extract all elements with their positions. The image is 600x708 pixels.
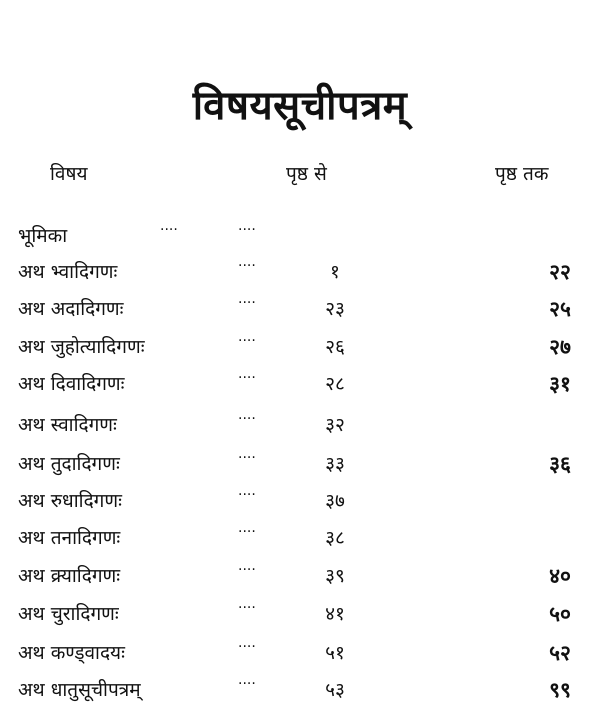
table-row [0, 366, 600, 400]
row-page-from: ३२ [325, 414, 345, 436]
row-leader-dots: .... [238, 635, 256, 651]
row-subject: अथ दिवादिगणः [18, 373, 125, 395]
row-leader-dots: .... [160, 218, 178, 234]
row-leader-dots: .... [238, 520, 256, 536]
row-leader-dots: .... [238, 558, 256, 574]
row-leader-dots: .... [238, 672, 256, 688]
row-page-to: ५२ [549, 641, 571, 665]
table-row [0, 291, 600, 325]
row-leader-dots: .... [238, 329, 256, 345]
header-page-to: पृष्ठ तक [495, 163, 549, 185]
row-page-from: २८ [325, 373, 345, 395]
row-subject: अथ क्र्यादिगणः [18, 565, 121, 587]
header-subject: विषय [50, 163, 88, 185]
row-leader-dots: .... [238, 218, 256, 234]
row-subject: अथ तुदादिगणः [18, 453, 120, 475]
row-page-from: २६ [325, 336, 345, 358]
table-row [0, 254, 600, 288]
row-page-to: २२ [549, 260, 571, 284]
row-page-from: ५३ [325, 679, 345, 701]
table-row [0, 218, 600, 252]
row-leader-dots: .... [238, 254, 256, 270]
row-page-from: ४१ [325, 603, 345, 625]
row-page-from: ५१ [325, 642, 345, 664]
row-subject: अथ कण्ड्वादयः [18, 642, 125, 664]
table-row [0, 520, 600, 554]
row-subject: अथ स्वादिगणः [18, 414, 117, 436]
row-page-to: ३६ [549, 452, 571, 476]
row-subject: अथ चुरादिगणः [18, 603, 119, 625]
row-leader-dots: .... [238, 446, 256, 462]
row-leader-dots: .... [238, 483, 256, 499]
row-page-from: ३८ [325, 527, 345, 549]
row-page-from: ३३ [325, 453, 345, 475]
table-row [0, 672, 600, 706]
row-leader-dots: .... [238, 407, 256, 423]
row-page-to: ४० [549, 564, 571, 588]
row-subject: अथ अदादिगणः [18, 298, 124, 320]
row-page-to: ३१ [549, 372, 571, 396]
row-subject: अथ रुधादिगणः [18, 490, 122, 512]
row-subject: अथ तनादिगणः [18, 527, 121, 549]
row-subject: अथ धातुसूचीपत्रम् [18, 679, 141, 701]
row-page-from: ३७ [325, 490, 345, 512]
table-row [0, 407, 600, 441]
row-page-to: २५ [549, 297, 571, 321]
page-title: विषयसूचीपत्रम् [192, 83, 408, 129]
row-page-to: ५० [549, 602, 571, 626]
header-page-from: पृष्ठ से [286, 163, 327, 185]
row-leader-dots: .... [238, 596, 256, 612]
table-row [0, 635, 600, 669]
row-page-from: २३ [325, 298, 345, 320]
table-row [0, 483, 600, 517]
row-page-to: ९९ [549, 678, 571, 702]
row-page-from: १ [330, 261, 340, 283]
row-subject: अथ भ्वादिगणः [18, 261, 118, 283]
row-leader-dots: .... [238, 291, 256, 307]
row-leader-dots: .... [238, 366, 256, 382]
row-subject: भूमिका [18, 225, 68, 247]
row-page-to: २७ [549, 335, 571, 359]
table-row [0, 446, 600, 480]
table-row [0, 558, 600, 592]
row-subject: अथ जुहोत्यादिगणः [18, 336, 145, 358]
table-row [0, 596, 600, 630]
table-row [0, 329, 600, 363]
row-page-from: ३९ [325, 565, 345, 587]
